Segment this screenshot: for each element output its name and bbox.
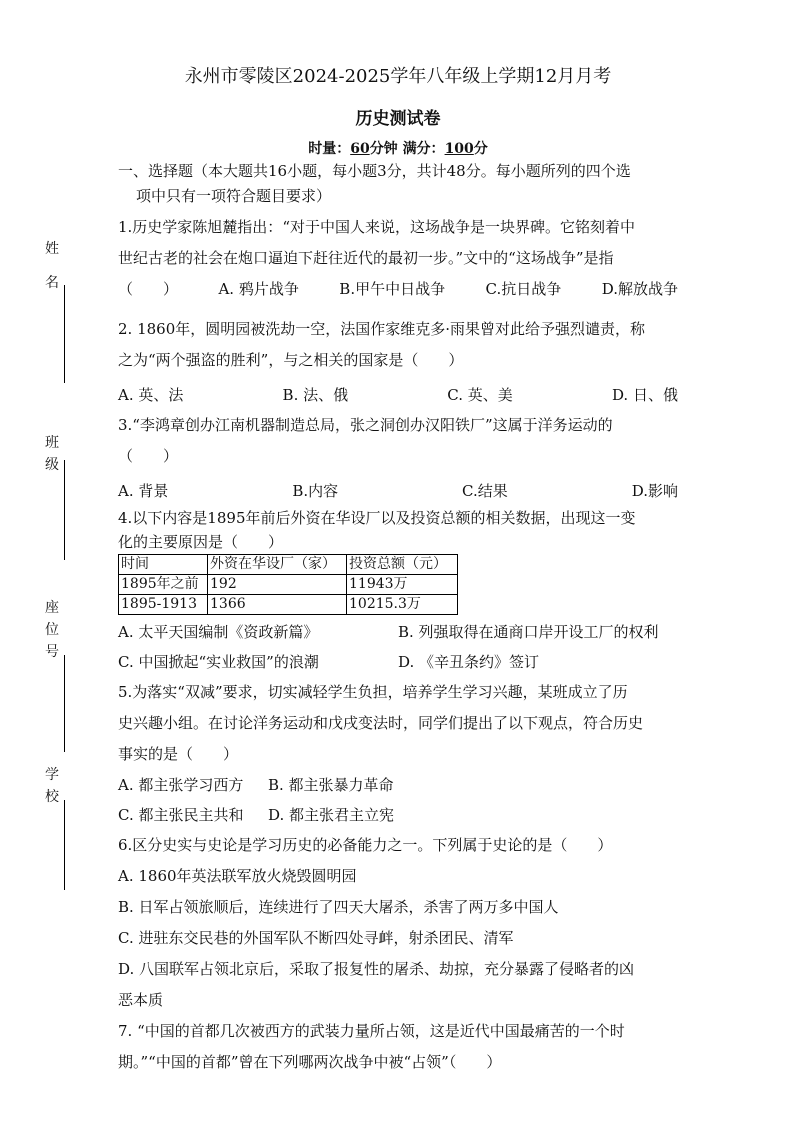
q5-option-b[interactable]: B. 都主张暴力革命 [268, 776, 394, 794]
q4-text: 4.以下内容是1895年前后外资在华设厂以及投资总额的相关数据，出现这一变 [118, 509, 636, 527]
q2-option-b[interactable]: B. 法、俄 [282, 386, 349, 404]
table-cell: 1895年之前 [119, 575, 208, 595]
table-cell: 1895-1913 [119, 595, 208, 615]
q6-option-c[interactable]: C. 进驻东交民巷的外国军队不断四处寻衅，射杀团民、清军 [118, 929, 514, 947]
question-1 [118, 212, 678, 304]
q3-text-2: （ ） [118, 447, 179, 465]
question-3 [118, 410, 678, 506]
q2-text-2: 之为“两个强盗的胜利”，与之相关的国家是（ ） [118, 351, 464, 369]
table-cell: 192 [208, 575, 347, 595]
q1-option-d[interactable]: D.解放战争 [601, 280, 678, 298]
table-row [119, 595, 458, 615]
time-value: 60 [350, 141, 370, 157]
table-header-cell: 外资在华设厂（家） [208, 555, 347, 575]
table-row [119, 575, 458, 595]
side-school-char-1: 学 [45, 767, 59, 783]
q3-option-a[interactable]: A. 背景 [118, 482, 169, 500]
class-blank-line[interactable] [64, 460, 65, 560]
q5-options-row-2 [118, 800, 678, 830]
q3-option-c[interactable]: C.结果 [462, 482, 508, 500]
q1-stem-end: （ ） [118, 280, 179, 298]
q4-data-table [118, 554, 458, 615]
q4-option-a[interactable]: A. 太平天国编制《资政新篇》 [118, 623, 319, 641]
binding-margin [0, 0, 110, 1123]
q5-option-d[interactable]: D. 都主张君主立宪 [268, 806, 395, 824]
side-seat-char-3: 号 [45, 644, 59, 660]
name-blank-line[interactable] [64, 285, 65, 383]
q4-option-d[interactable]: D. 《辛丑条约》签订 [398, 653, 540, 671]
side-name-char-1: 姓 [45, 241, 59, 257]
q1-option-c[interactable]: C.抗日战争 [485, 280, 562, 298]
q1-text-2: 世纪古老的社会在炮口逼迫下赶往近代的最初一步。”文中的“这场战争”是指 [118, 249, 614, 267]
q3-option-b[interactable]: B.内容 [292, 482, 339, 500]
q6-text: 6.区分史实与史论是学习历史的必备能力之一。下列属于史论的是（ ） [118, 836, 613, 854]
q6-option-d[interactable]: D. 八国联军占领北京后，采取了报复性的屠杀、劫掠，充分暴露了侵略者的凶 [118, 960, 635, 978]
q1-text: 1.历史学家陈旭麓指出：“对于中国人来说，这场战争是一块界碑。它铭刻着中 [118, 218, 635, 236]
question-7 [118, 1016, 678, 1078]
question-5 [118, 677, 678, 830]
q1-options [118, 274, 678, 304]
side-seat-char-1: 座 [45, 600, 59, 616]
q5-text: 5.为落实“双减”要求，切实减轻学生负担，培养学生学习兴趣，某班成立了历 [118, 683, 628, 701]
table-header-cell: 投资总额（元） [347, 555, 458, 575]
seat-blank-line[interactable] [64, 655, 65, 752]
q3-option-d[interactable]: D.影响 [631, 482, 678, 500]
question-6 [118, 830, 678, 1016]
q1-option-a[interactable]: A. 鸦片战争 [218, 280, 299, 298]
question-4 [118, 506, 678, 677]
section-heading-cont: 项中只有一项符合题目要求） [136, 187, 332, 205]
q4-text-2: 化的主要原因是（ ） [118, 533, 284, 551]
q6-option-d-cont: 恶本质 [118, 991, 164, 1009]
side-seat-char-2: 位 [45, 622, 59, 638]
q4-options-row-1 [118, 617, 678, 647]
q7-text: 7. “中国的首都几次被西方的武装力量所占领，这是近代中国最痛苦的一个时 [118, 1022, 625, 1040]
school-blank-line[interactable] [64, 800, 65, 890]
q6-option-a[interactable]: A. 1860年英法联军放火烧毁圆明园 [118, 867, 357, 885]
score-value: 100 [444, 141, 474, 157]
question-2 [118, 314, 678, 410]
q2-options [118, 380, 678, 410]
q5-text-3: 事实的是（ ） [118, 745, 239, 763]
q2-option-c[interactable]: C. 英、美 [447, 386, 513, 404]
q4-options-row-2 [118, 647, 678, 677]
table-header-row [119, 555, 458, 575]
exam-subtitle: 历史测试卷 [355, 109, 441, 129]
q5-option-c[interactable]: C. 都主张民主共和 [118, 806, 244, 824]
side-school-char-2: 校 [45, 789, 59, 805]
time-label: 时量： [308, 141, 351, 157]
exam-meta [118, 140, 678, 158]
section-heading: 一、选择题（本大题共16小题，每小题3分，共计48分。每小题所列的四个选 [118, 162, 631, 180]
table-header-cell: 时间 [119, 555, 208, 575]
q7-text-2: 期。”“中国的首都”曾在下列哪两次战争中被“占领”（ ） [118, 1053, 502, 1071]
time-unit: 分钟 [369, 141, 398, 157]
side-name-char-2: 名 [45, 275, 59, 291]
q6-option-b[interactable]: B. 日军占领旅顺后，连续进行了四天大屠杀，杀害了两万多中国人 [118, 898, 559, 916]
q3-text: 3.“李鸿章创办江南机器制造总局，张之洞创办汉阳铁厂”这属于洋务运动的 [118, 416, 613, 434]
q1-option-b[interactable]: B.甲午中日战争 [339, 280, 446, 298]
q2-option-a[interactable]: A. 英、法 [118, 386, 184, 404]
q2-text: 2. 1860年，圆明园被洗劫一空，法国作家维克多·雨果曾对此给予强烈谴责，称 [118, 320, 646, 338]
table-cell: 11943万 [347, 575, 458, 595]
q5-option-a[interactable]: A. 都主张学习西方 [118, 776, 244, 794]
side-class-char-1: 班 [45, 435, 59, 451]
exam-content [118, 62, 678, 1078]
q5-text-2: 史兴趣小组。在讨论洋务运动和戊戌变法时，同学们提出了以下观点，符合历史 [118, 714, 644, 732]
table-cell: 1366 [208, 595, 347, 615]
table-cell: 10215.3万 [347, 595, 458, 615]
exam-title: 永州市零陵区2024-2025学年八年级上学期12月月考 [184, 66, 612, 87]
q2-option-d[interactable]: D. 日、俄 [611, 386, 678, 404]
side-class-char-2: 级 [45, 457, 59, 473]
score-unit: 分 [473, 141, 488, 157]
score-label: 满分： [402, 141, 445, 157]
q3-options [118, 476, 678, 506]
q5-options-row-1 [118, 770, 678, 800]
q4-option-c[interactable]: C. 中国掀起“实业救国”的浪潮 [118, 653, 319, 671]
q4-option-b[interactable]: B. 列强取得在通商口岸开设工厂的权利 [398, 623, 659, 641]
